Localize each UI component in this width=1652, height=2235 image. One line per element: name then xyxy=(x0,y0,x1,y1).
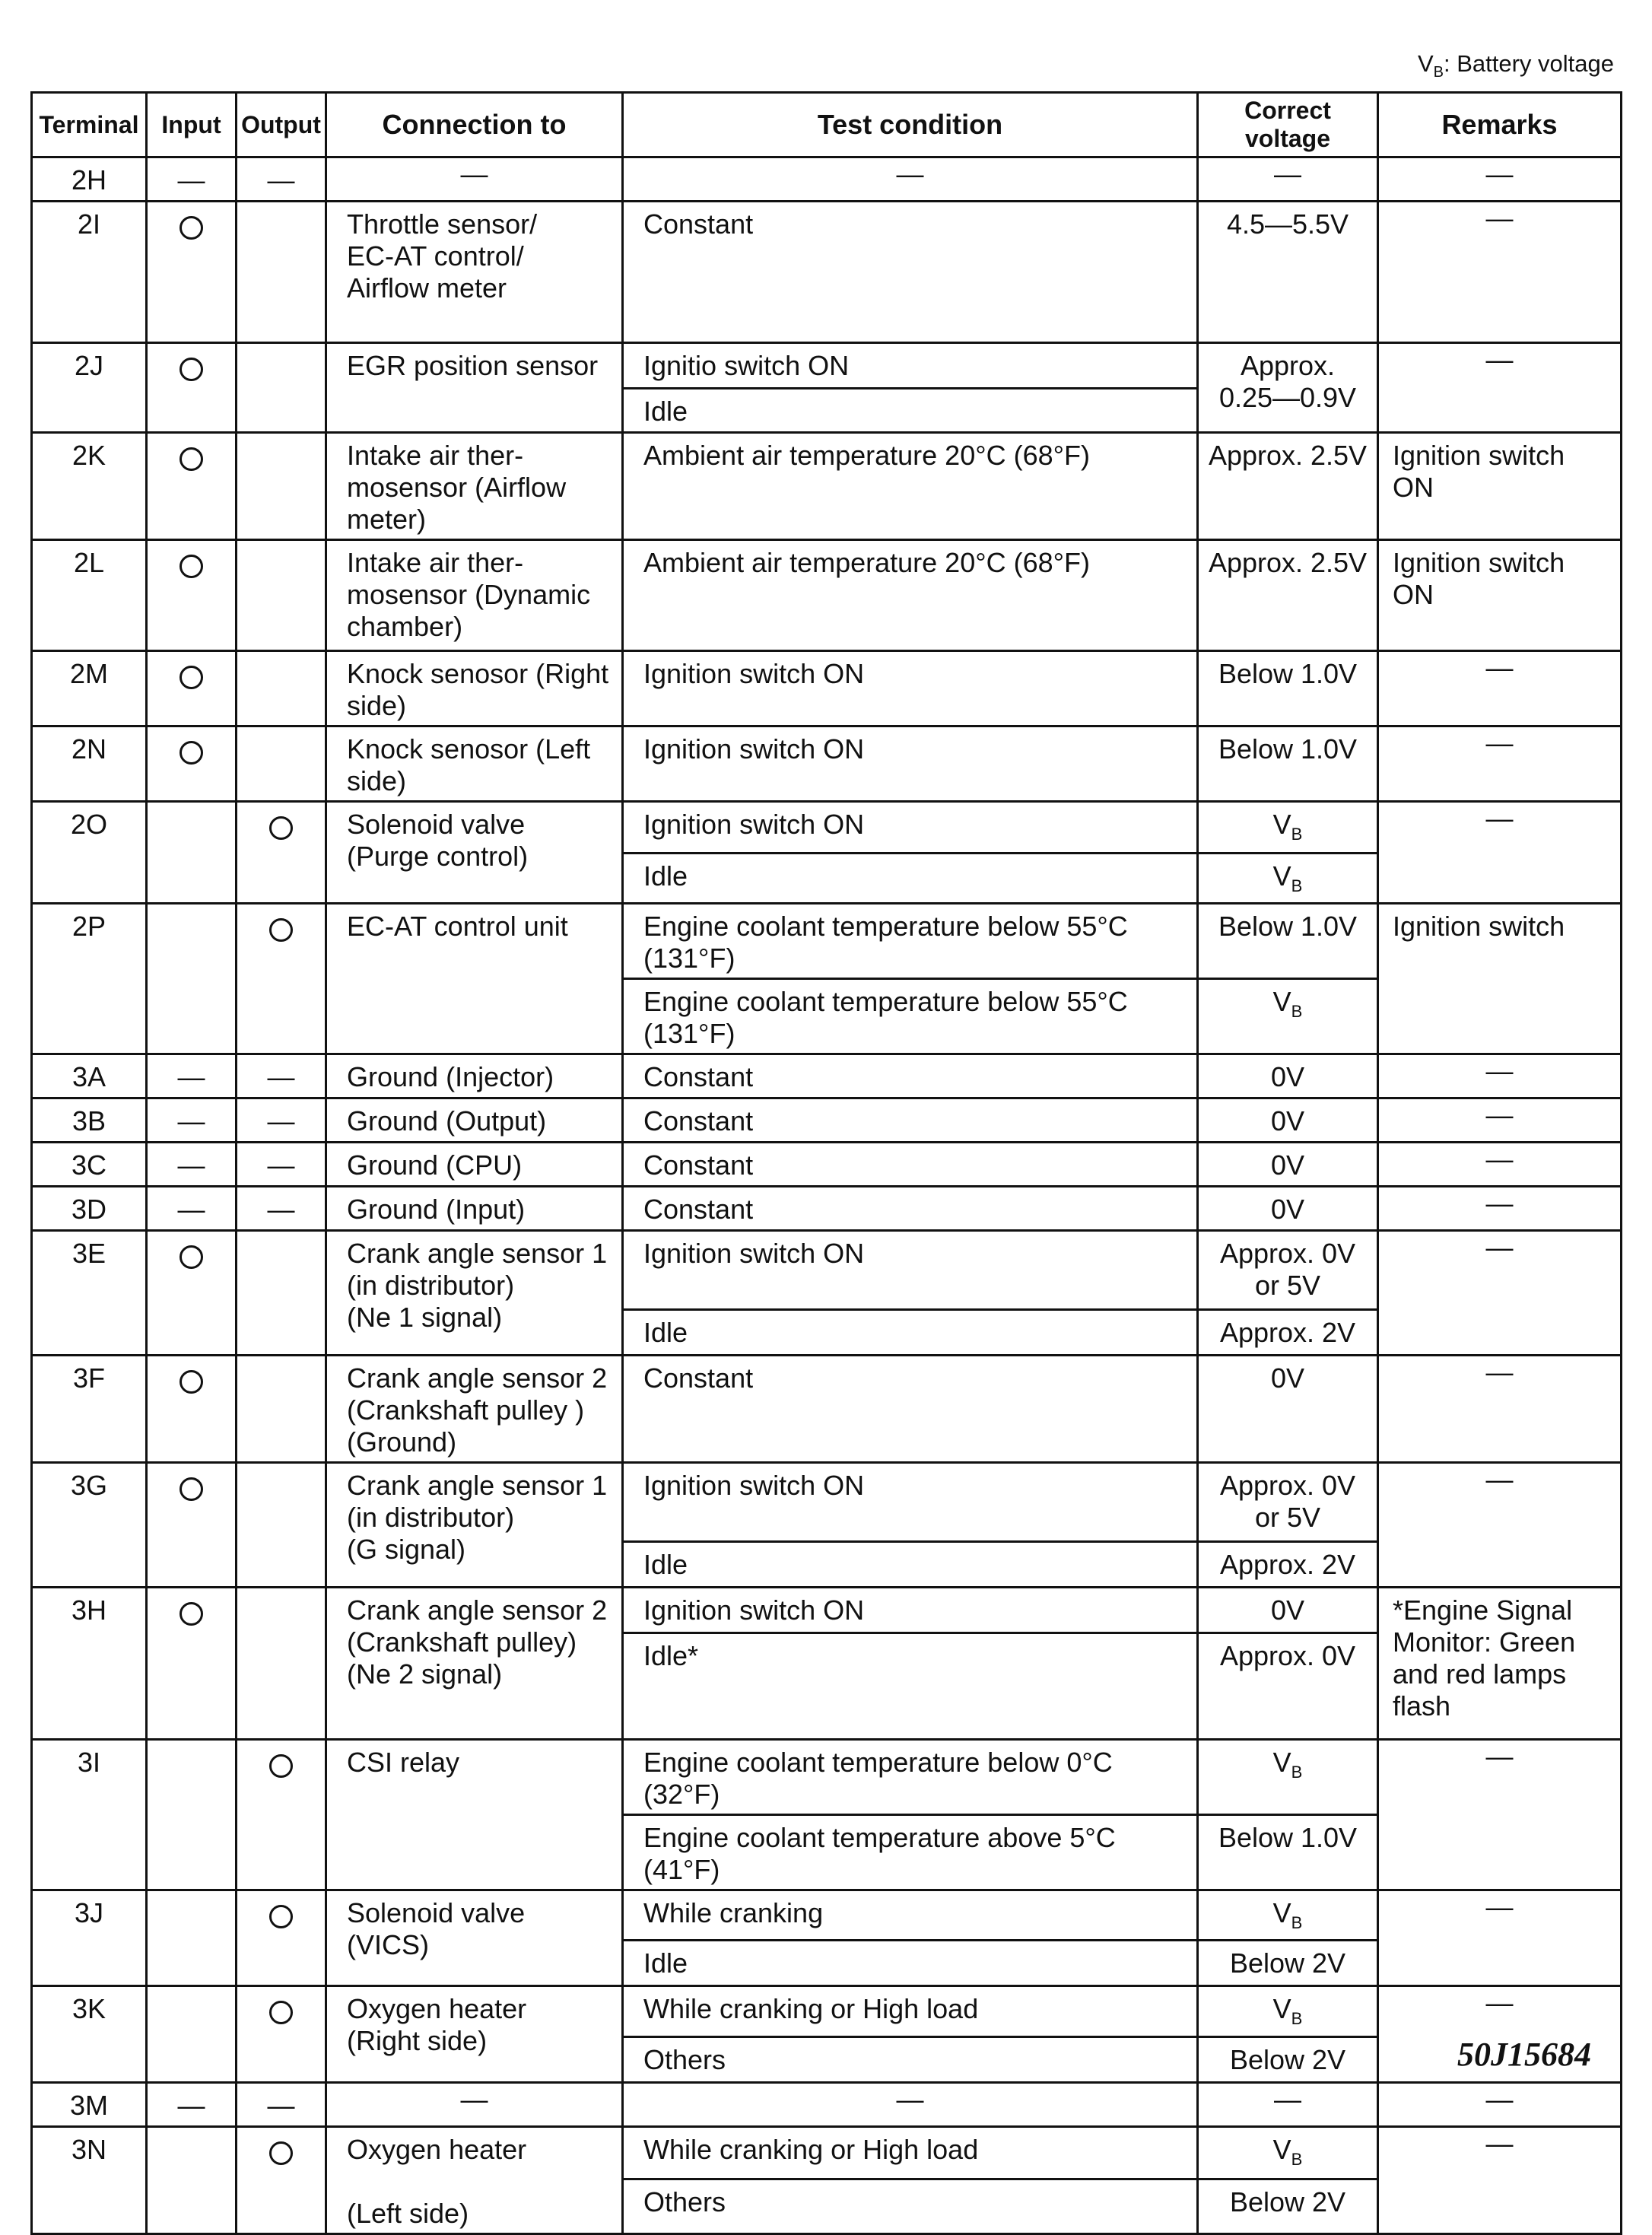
table-row xyxy=(32,1187,1622,1231)
voltage-cell xyxy=(1198,979,1378,1054)
test-condition-cell: Constant xyxy=(623,1356,1198,1463)
table-row xyxy=(32,1054,1622,1098)
voltage-cell: Approx. 2.5V xyxy=(1198,433,1378,540)
terminal-cell: 3K xyxy=(32,1986,147,2082)
test-condition-cell: Constant xyxy=(623,1054,1198,1098)
circle-mark-icon xyxy=(179,447,203,471)
remarks-cell: *Engine Signal Monitor: Green and red lamps flash xyxy=(1378,1588,1622,1740)
header-output: Output xyxy=(237,93,326,157)
input-cell xyxy=(147,1986,237,2082)
terminal-cell: 3M xyxy=(32,2082,147,2126)
connection-cell: EC-AT control unit xyxy=(326,904,623,1054)
voltage-cell: Below 1.0V xyxy=(1198,904,1378,979)
remarks-cell: — xyxy=(1378,202,1622,343)
table-row xyxy=(32,2082,1622,2126)
remarks-cell: Ignition switch ON xyxy=(1378,540,1622,651)
terminal-cell: 3D xyxy=(32,1187,147,1231)
voltage-cell xyxy=(1198,1740,1378,1815)
table-row xyxy=(32,1740,1622,1815)
test-condition-cell: While cranking xyxy=(623,1890,1198,1941)
connection-cell: — xyxy=(326,157,623,202)
connection-cell: Ground (CPU) xyxy=(326,1143,623,1187)
vb-glyph: $V_B$ xyxy=(1272,809,1303,844)
remarks-cell: — xyxy=(1378,726,1622,802)
voltage-cell: Below 1.0V xyxy=(1198,1815,1378,1890)
remarks-cell: Ignition switch xyxy=(1378,904,1622,1054)
input-cell xyxy=(147,1231,237,1356)
remarks-cell: — xyxy=(1378,1740,1622,1890)
test-condition-cell: Constant xyxy=(623,1098,1198,1143)
header-terminal: Terminal xyxy=(32,93,147,157)
terminal-cell: 3G xyxy=(32,1463,147,1588)
table-row xyxy=(32,726,1622,802)
test-condition-cell: Engine coolant temperature below 0°C (32°F) xyxy=(623,1740,1198,1815)
input-cell xyxy=(147,343,237,433)
remarks-cell: — xyxy=(1378,1231,1622,1356)
table-row xyxy=(32,1890,1622,1941)
input-cell xyxy=(147,1740,237,1890)
voltage-cell: Below 1.0V xyxy=(1198,651,1378,726)
test-condition-cell: — xyxy=(623,2082,1198,2126)
header-remarks: Remarks xyxy=(1378,93,1622,157)
test-condition-cell: — xyxy=(623,157,1198,202)
remarks-cell: — xyxy=(1378,1098,1622,1143)
output-cell xyxy=(237,2126,326,2233)
input-cell xyxy=(147,202,237,343)
input-cell xyxy=(147,540,237,651)
test-condition-cell: Engine coolant temperature below 55°C (131°F) xyxy=(623,979,1198,1054)
table-row xyxy=(32,1588,1622,1633)
battery-voltage-text: : Battery voltage xyxy=(1443,50,1614,77)
table-row xyxy=(32,651,1622,726)
input-cell: — xyxy=(147,1098,237,1143)
table-row xyxy=(32,2126,1622,2179)
connection-cell: Oxygen heater (Right side) xyxy=(326,1986,623,2082)
remarks-cell: — xyxy=(1378,1143,1622,1187)
input-cell xyxy=(147,1890,237,1986)
remarks-cell: — xyxy=(1378,157,1622,202)
terminal-cell: 3N xyxy=(32,2126,147,2233)
voltage-cell xyxy=(1198,1986,1378,2036)
output-cell xyxy=(237,1890,326,1986)
output-cell xyxy=(237,1740,326,1890)
remarks-cell: — xyxy=(1378,1187,1622,1231)
connection-cell: Knock senosor (Left side) xyxy=(326,726,623,802)
vb-glyph: $V_B$ xyxy=(1272,1747,1303,1782)
input-cell xyxy=(147,2126,237,2233)
test-condition-cell: Idle xyxy=(623,854,1198,904)
remarks-cell: — xyxy=(1378,802,1622,904)
terminal-cell: 3F xyxy=(32,1356,147,1463)
input-cell xyxy=(147,651,237,726)
voltage-cell: Below 2V xyxy=(1198,1941,1378,1986)
table-row xyxy=(32,157,1622,202)
test-condition-cell: Others xyxy=(623,2036,1198,2082)
input-cell: — xyxy=(147,1143,237,1187)
input-cell xyxy=(147,802,237,904)
voltage-cell: — xyxy=(1198,2082,1378,2126)
connection-cell: Crank angle sensor 2 (Crankshaft pulley ) (Ground) xyxy=(326,1356,623,1463)
table-row xyxy=(32,343,1622,389)
connection-cell: Crank angle sensor 1 (in distributor) (Ne 1 signal) xyxy=(326,1231,623,1356)
test-condition-cell: Ignition switch ON xyxy=(623,651,1198,726)
voltage-cell: — xyxy=(1198,157,1378,202)
voltage-cell: 0V xyxy=(1198,1143,1378,1187)
terminal-cell: 3H xyxy=(32,1588,147,1740)
terminal-cell: 2O xyxy=(32,802,147,904)
test-condition-cell: Constant xyxy=(623,1187,1198,1231)
reference-code: 50J15684 xyxy=(1457,2036,1591,2073)
output-cell xyxy=(237,202,326,343)
connection-cell: Oxygen heater (Left side) xyxy=(326,2126,623,2233)
connection-cell: Crank angle sensor 1 (in distributor) (G signal) xyxy=(326,1463,623,1588)
vb-glyph: $V_B$ xyxy=(1272,2133,1303,2169)
output-cell: — xyxy=(237,157,326,202)
output-cell: — xyxy=(237,1098,326,1143)
output-cell xyxy=(237,1356,326,1463)
test-condition-cell: Ignition switch ON xyxy=(623,1231,1198,1310)
circle-mark-icon xyxy=(179,1477,203,1501)
output-cell xyxy=(237,1463,326,1588)
connection-cell: — xyxy=(326,2082,623,2126)
input-cell xyxy=(147,433,237,540)
vb-subscript: B xyxy=(1433,64,1444,81)
table-row xyxy=(32,1143,1622,1187)
terminal-cell: 3J xyxy=(32,1890,147,1986)
terminal-cell: 2J xyxy=(32,343,147,433)
remarks-cell: — xyxy=(1378,1054,1622,1098)
voltage-cell: Approx. 0V or 5V xyxy=(1198,1231,1378,1310)
input-cell: — xyxy=(147,2082,237,2126)
test-condition-cell: Idle xyxy=(623,389,1198,433)
output-cell: — xyxy=(237,1054,326,1098)
connection-cell: Intake air ther- mosensor (Airflow meter) xyxy=(326,433,623,540)
voltage-cell: Approx. 2V xyxy=(1198,1542,1378,1588)
voltage-cell: 0V xyxy=(1198,1098,1378,1143)
voltage-cell: Below 1.0V xyxy=(1198,726,1378,802)
connection-cell: Throttle sensor/ EC-AT control/ Airflow meter xyxy=(326,202,623,343)
header-test-condition: Test condition xyxy=(623,93,1198,157)
vb-glyph: $V_B$ xyxy=(1272,1993,1303,2029)
input-cell xyxy=(147,726,237,802)
test-condition-cell: Ignition switch ON xyxy=(623,802,1198,854)
circle-mark-icon xyxy=(269,1905,293,1928)
connection-cell: Solenoid valve (VICS) xyxy=(326,1890,623,1986)
vb-symbol: $V_B$ xyxy=(1417,50,1444,81)
connection-cell: Ground (Injector) xyxy=(326,1054,623,1098)
voltage-cell: 0V xyxy=(1198,1588,1378,1633)
terminal-cell: 3I xyxy=(32,1740,147,1890)
vb-glyph: $V_B$ xyxy=(1272,1897,1303,1933)
output-cell xyxy=(237,540,326,651)
test-condition-cell: Idle xyxy=(623,1542,1198,1588)
circle-mark-icon xyxy=(179,216,203,240)
circle-mark-icon xyxy=(269,816,293,840)
input-cell: — xyxy=(147,157,237,202)
output-cell xyxy=(237,904,326,1054)
vb-glyph: $V_B$ xyxy=(1272,860,1303,896)
header-correct-voltage: Correct voltage xyxy=(1198,93,1378,157)
test-condition-cell: Idle xyxy=(623,1310,1198,1356)
output-cell: — xyxy=(237,1187,326,1231)
output-cell: — xyxy=(237,2082,326,2126)
voltage-cell: Approx. 2.5V xyxy=(1198,540,1378,651)
input-cell xyxy=(147,1463,237,1588)
connection-cell: Ground (Output) xyxy=(326,1098,623,1143)
voltage-cell: 4.5—5.5V xyxy=(1198,202,1378,343)
remarks-cell: — xyxy=(1378,651,1622,726)
test-condition-cell: While cranking or High load xyxy=(623,2126,1198,2179)
connection-cell: Crank angle sensor 2 (Crankshaft pulley) (Ne 2 signal) xyxy=(326,1588,623,1740)
circle-mark-icon xyxy=(179,1245,203,1269)
test-condition-cell: Engine coolant temperature below 55°C (131°F) xyxy=(623,904,1198,979)
voltage-cell xyxy=(1198,854,1378,904)
header-connection: Connection to xyxy=(326,93,623,157)
table-row xyxy=(32,1463,1622,1542)
connection-cell: EGR position sensor xyxy=(326,343,623,433)
voltage-cell: Approx. 0V or 5V xyxy=(1198,1463,1378,1542)
output-cell xyxy=(237,1231,326,1356)
voltage-cell: Approx. 0V xyxy=(1198,1633,1378,1740)
table-row xyxy=(32,1098,1622,1143)
test-condition-cell: Idle xyxy=(623,1941,1198,1986)
circle-mark-icon xyxy=(179,1602,203,1626)
terminal-spec-table xyxy=(30,91,1622,2235)
header-row xyxy=(32,93,1622,157)
terminal-cell: 2M xyxy=(32,651,147,726)
test-condition-cell: Ignition switch ON xyxy=(623,1588,1198,1633)
battery-voltage-note xyxy=(1418,50,1614,81)
voltage-cell xyxy=(1198,2126,1378,2179)
output-cell xyxy=(237,1588,326,1740)
table-row xyxy=(32,433,1622,540)
connection-cell: Solenoid valve (Purge control) xyxy=(326,802,623,904)
terminal-cell: 3A xyxy=(32,1054,147,1098)
input-cell xyxy=(147,1588,237,1740)
circle-mark-icon xyxy=(269,2141,293,2165)
circle-mark-icon xyxy=(179,741,203,765)
table-row xyxy=(32,802,1622,854)
circle-mark-icon xyxy=(179,666,203,689)
connection-cell: Knock senosor (Right side) xyxy=(326,651,623,726)
voltage-cell: Approx. 0.25—0.9V xyxy=(1198,343,1378,433)
terminal-cell: 3C xyxy=(32,1143,147,1187)
voltage-cell: Below 2V xyxy=(1198,2179,1378,2234)
output-cell xyxy=(237,433,326,540)
terminal-cell: 2K xyxy=(32,433,147,540)
circle-mark-icon xyxy=(269,1754,293,1778)
circle-mark-icon xyxy=(179,555,203,578)
remarks-cell: — xyxy=(1378,1986,1622,2082)
test-condition-cell: Idle* xyxy=(623,1633,1198,1740)
circle-mark-icon xyxy=(179,1370,203,1394)
test-condition-cell: Constant xyxy=(623,202,1198,343)
output-cell xyxy=(237,726,326,802)
terminal-cell: 2P xyxy=(32,904,147,1054)
voltage-cell: Approx. 2V xyxy=(1198,1310,1378,1356)
test-condition-cell: While cranking or High load xyxy=(623,1986,1198,2036)
input-cell xyxy=(147,904,237,1054)
test-condition-cell: Ambient air temperature 20°C (68°F) xyxy=(623,433,1198,540)
test-condition-cell: Ignition switch ON xyxy=(623,1463,1198,1542)
circle-mark-icon xyxy=(269,918,293,942)
output-cell xyxy=(237,651,326,726)
output-cell xyxy=(237,802,326,904)
terminal-cell: 2H xyxy=(32,157,147,202)
table-row xyxy=(32,202,1622,343)
input-cell: — xyxy=(147,1054,237,1098)
terminal-cell: 2N xyxy=(32,726,147,802)
remarks-cell: — xyxy=(1378,2082,1622,2126)
remarks-cell: — xyxy=(1378,1890,1622,1986)
table-row xyxy=(32,904,1622,979)
table-row xyxy=(32,1231,1622,1310)
header-input: Input xyxy=(147,93,237,157)
test-condition-cell: Ignitio switch ON xyxy=(623,343,1198,389)
terminal-cell: 2L xyxy=(32,540,147,651)
test-condition-cell: Ignition switch ON xyxy=(623,726,1198,802)
table-row xyxy=(32,1986,1622,2036)
connection-cell: Ground (Input) xyxy=(326,1187,623,1231)
output-cell xyxy=(237,343,326,433)
circle-mark-icon xyxy=(179,358,203,381)
test-condition-cell: Engine coolant temperature above 5°C (41°F) xyxy=(623,1815,1198,1890)
connection-cell: Intake air ther- mosensor (Dynamic chamber) xyxy=(326,540,623,651)
circle-mark-icon xyxy=(269,2001,293,2024)
table-row xyxy=(32,540,1622,651)
remarks-cell: Ignition switch ON xyxy=(1378,433,1622,540)
voltage-cell: 0V xyxy=(1198,1356,1378,1463)
test-condition-cell: Constant xyxy=(623,1143,1198,1187)
terminal-cell: 3B xyxy=(32,1098,147,1143)
remarks-cell: — xyxy=(1378,1356,1622,1463)
vb-glyph: $V_B$ xyxy=(1272,986,1303,1022)
remarks-cell: — xyxy=(1378,1463,1622,1588)
remarks-cell: — xyxy=(1378,2126,1622,2233)
table-row xyxy=(32,1356,1622,1463)
test-condition-cell: Others xyxy=(623,2179,1198,2234)
connection-cell: CSI relay xyxy=(326,1740,623,1890)
terminal-cell: 3E xyxy=(32,1231,147,1356)
remarks-cell: — xyxy=(1378,343,1622,433)
terminal-cell: 2I xyxy=(32,202,147,343)
output-cell: — xyxy=(237,1143,326,1187)
voltage-cell: 0V xyxy=(1198,1054,1378,1098)
table-body xyxy=(32,157,1622,2234)
voltage-cell: Below 2V xyxy=(1198,2036,1378,2082)
voltage-cell xyxy=(1198,1890,1378,1941)
input-cell xyxy=(147,1356,237,1463)
output-cell xyxy=(237,1986,326,2082)
voltage-cell xyxy=(1198,802,1378,854)
test-condition-cell: Ambient air temperature 20°C (68°F) xyxy=(623,540,1198,651)
input-cell: — xyxy=(147,1187,237,1231)
voltage-cell: 0V xyxy=(1198,1187,1378,1231)
